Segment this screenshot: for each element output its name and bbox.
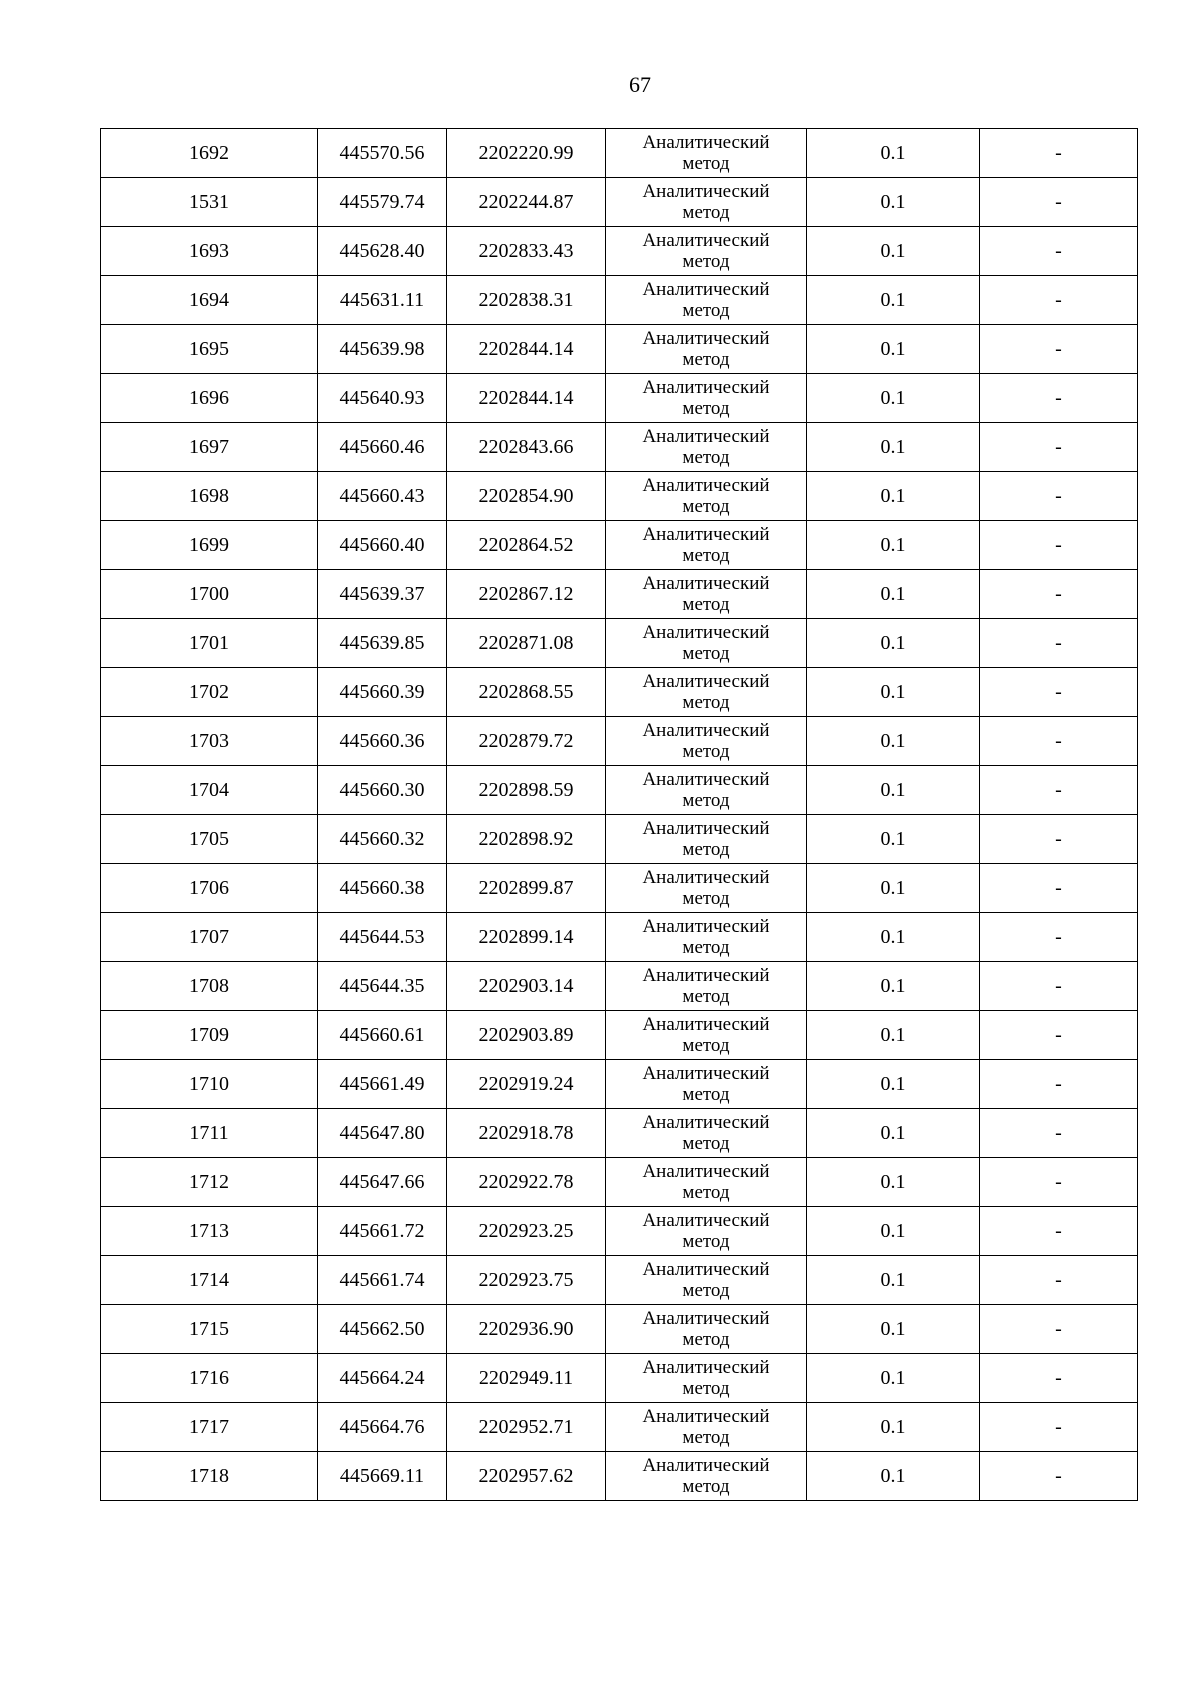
method-text-line: метод: [682, 594, 730, 615]
table-row: [101, 374, 1138, 423]
table-row: [101, 619, 1138, 668]
x-coordinate-cell: 445661.74: [318, 1256, 447, 1305]
table-row: [101, 815, 1138, 864]
method-cell: [606, 717, 807, 766]
y-coordinate-cell: 2202871.08: [447, 619, 606, 668]
method-text-line: метод: [682, 692, 730, 713]
point-id-cell: 1717: [101, 1403, 318, 1452]
method-text-line: Аналитический: [642, 524, 770, 545]
method-text-line: Аналитический: [642, 132, 770, 153]
method-text-line: Аналитический: [642, 1063, 770, 1084]
method-text-line: метод: [682, 986, 730, 1007]
method-text-line: метод: [682, 1427, 730, 1448]
table-row: [101, 472, 1138, 521]
method-cell: [606, 1109, 807, 1158]
method-cell: [606, 1403, 807, 1452]
precision-cell: 0.1: [807, 276, 980, 325]
precision-cell: 0.1: [807, 1452, 980, 1501]
method-text-line: Аналитический: [642, 818, 770, 839]
note-cell: -: [980, 1158, 1138, 1207]
table-row: [101, 668, 1138, 717]
method-text-line: Аналитический: [642, 720, 770, 741]
method-text-line: Аналитический: [642, 1210, 770, 1231]
x-coordinate-cell: 445639.98: [318, 325, 447, 374]
table-row: [101, 1403, 1138, 1452]
table-row: [101, 1452, 1138, 1501]
method-cell: [606, 472, 807, 521]
precision-cell: 0.1: [807, 570, 980, 619]
x-coordinate-cell: 445669.11: [318, 1452, 447, 1501]
y-coordinate-cell: 2202918.78: [447, 1109, 606, 1158]
method-cell: [606, 1060, 807, 1109]
method-text-line: метод: [682, 202, 730, 223]
note-cell: -: [980, 1403, 1138, 1452]
method-text-line: Аналитический: [642, 1308, 770, 1329]
note-cell: -: [980, 1060, 1138, 1109]
y-coordinate-cell: 2202922.78: [447, 1158, 606, 1207]
method-text-line: метод: [682, 937, 730, 958]
point-id-cell: 1714: [101, 1256, 318, 1305]
precision-cell: 0.1: [807, 1403, 980, 1452]
method-text-line: метод: [682, 790, 730, 811]
note-cell: -: [980, 913, 1138, 962]
method-cell: [606, 374, 807, 423]
precision-cell: 0.1: [807, 766, 980, 815]
precision-cell: 0.1: [807, 1109, 980, 1158]
point-id-cell: 1701: [101, 619, 318, 668]
point-id-cell: 1708: [101, 962, 318, 1011]
y-coordinate-cell: 2202919.24: [447, 1060, 606, 1109]
x-coordinate-cell: 445644.35: [318, 962, 447, 1011]
method-cell: [606, 1256, 807, 1305]
y-coordinate-cell: 2202923.75: [447, 1256, 606, 1305]
coordinates-table: [100, 128, 1138, 1501]
point-id-cell: 1702: [101, 668, 318, 717]
point-id-cell: 1698: [101, 472, 318, 521]
y-coordinate-cell: 2202903.89: [447, 1011, 606, 1060]
x-coordinate-cell: 445640.93: [318, 374, 447, 423]
method-text-line: Аналитический: [642, 573, 770, 594]
point-id-cell: 1716: [101, 1354, 318, 1403]
note-cell: -: [980, 1207, 1138, 1256]
note-cell: -: [980, 1256, 1138, 1305]
method-text-line: метод: [682, 741, 730, 762]
y-coordinate-cell: 2202903.14: [447, 962, 606, 1011]
method-text-line: Аналитический: [642, 426, 770, 447]
point-id-cell: 1700: [101, 570, 318, 619]
x-coordinate-cell: 445660.61: [318, 1011, 447, 1060]
x-coordinate-cell: 445628.40: [318, 227, 447, 276]
method-text-line: метод: [682, 1035, 730, 1056]
table-row: [101, 717, 1138, 766]
method-cell: [606, 864, 807, 913]
note-cell: -: [980, 864, 1138, 913]
x-coordinate-cell: 445660.38: [318, 864, 447, 913]
table-row: [101, 276, 1138, 325]
note-cell: -: [980, 1354, 1138, 1403]
method-text-line: Аналитический: [642, 328, 770, 349]
method-text-line: метод: [682, 398, 730, 419]
method-text-line: Аналитический: [642, 377, 770, 398]
y-coordinate-cell: 2202833.43: [447, 227, 606, 276]
method-cell: [606, 1158, 807, 1207]
method-text-line: метод: [682, 496, 730, 517]
table-row: [101, 129, 1138, 178]
note-cell: -: [980, 1305, 1138, 1354]
precision-cell: 0.1: [807, 227, 980, 276]
x-coordinate-cell: 445660.39: [318, 668, 447, 717]
table-row: [101, 178, 1138, 227]
y-coordinate-cell: 2202854.90: [447, 472, 606, 521]
method-cell: [606, 570, 807, 619]
method-cell: [606, 962, 807, 1011]
method-cell: [606, 178, 807, 227]
table-row: [101, 570, 1138, 619]
method-cell: [606, 521, 807, 570]
note-cell: -: [980, 1109, 1138, 1158]
x-coordinate-cell: 445570.56: [318, 129, 447, 178]
y-coordinate-cell: 2202844.14: [447, 325, 606, 374]
method-text-line: Аналитический: [642, 279, 770, 300]
precision-cell: 0.1: [807, 521, 980, 570]
note-cell: -: [980, 423, 1138, 472]
note-cell: -: [980, 276, 1138, 325]
x-coordinate-cell: 445660.30: [318, 766, 447, 815]
y-coordinate-cell: 2202879.72: [447, 717, 606, 766]
x-coordinate-cell: 445661.49: [318, 1060, 447, 1109]
x-coordinate-cell: 445644.53: [318, 913, 447, 962]
method-cell: [606, 227, 807, 276]
y-coordinate-cell: 2202867.12: [447, 570, 606, 619]
note-cell: -: [980, 1011, 1138, 1060]
method-text-line: метод: [682, 839, 730, 860]
note-cell: -: [980, 129, 1138, 178]
method-text-line: метод: [682, 251, 730, 272]
point-id-cell: 1705: [101, 815, 318, 864]
note-cell: -: [980, 766, 1138, 815]
table-row: [101, 962, 1138, 1011]
method-cell: [606, 276, 807, 325]
note-cell: -: [980, 619, 1138, 668]
method-text-line: метод: [682, 1280, 730, 1301]
note-cell: -: [980, 1452, 1138, 1501]
method-text-line: метод: [682, 643, 730, 664]
precision-cell: 0.1: [807, 717, 980, 766]
method-cell: [606, 668, 807, 717]
y-coordinate-cell: 2202898.59: [447, 766, 606, 815]
method-cell: [606, 129, 807, 178]
precision-cell: 0.1: [807, 1060, 980, 1109]
y-coordinate-cell: 2202898.92: [447, 815, 606, 864]
method-text-line: Аналитический: [642, 1259, 770, 1280]
y-coordinate-cell: 2202936.90: [447, 1305, 606, 1354]
method-cell: [606, 815, 807, 864]
point-id-cell: 1704: [101, 766, 318, 815]
note-cell: -: [980, 570, 1138, 619]
y-coordinate-cell: 2202844.14: [447, 374, 606, 423]
method-cell: [606, 766, 807, 815]
point-id-cell: 1713: [101, 1207, 318, 1256]
y-coordinate-cell: 2202949.11: [447, 1354, 606, 1403]
note-cell: -: [980, 374, 1138, 423]
method-text-line: метод: [682, 1476, 730, 1497]
method-cell: [606, 619, 807, 668]
x-coordinate-cell: 445660.32: [318, 815, 447, 864]
y-coordinate-cell: 2202923.25: [447, 1207, 606, 1256]
x-coordinate-cell: 445647.66: [318, 1158, 447, 1207]
method-cell: [606, 1305, 807, 1354]
page-number: 67: [629, 72, 651, 97]
point-id-cell: 1697: [101, 423, 318, 472]
method-text-line: метод: [682, 888, 730, 909]
table-row: [101, 1011, 1138, 1060]
method-text-line: Аналитический: [642, 916, 770, 937]
precision-cell: 0.1: [807, 1207, 980, 1256]
note-cell: -: [980, 815, 1138, 864]
point-id-cell: 1703: [101, 717, 318, 766]
x-coordinate-cell: 445661.72: [318, 1207, 447, 1256]
table-row: [101, 1207, 1138, 1256]
method-text-line: метод: [682, 1231, 730, 1252]
point-id-cell: 1693: [101, 227, 318, 276]
point-id-cell: 1712: [101, 1158, 318, 1207]
x-coordinate-cell: 445647.80: [318, 1109, 447, 1158]
y-coordinate-cell: 2202843.66: [447, 423, 606, 472]
x-coordinate-cell: 445660.36: [318, 717, 447, 766]
point-id-cell: 1694: [101, 276, 318, 325]
method-text-line: метод: [682, 447, 730, 468]
y-coordinate-cell: 2202838.31: [447, 276, 606, 325]
precision-cell: 0.1: [807, 178, 980, 227]
method-text-line: Аналитический: [642, 1406, 770, 1427]
table-row: [101, 1354, 1138, 1403]
x-coordinate-cell: 445660.40: [318, 521, 447, 570]
precision-cell: 0.1: [807, 1305, 980, 1354]
table-row: [101, 325, 1138, 374]
y-coordinate-cell: 2202899.14: [447, 913, 606, 962]
precision-cell: 0.1: [807, 962, 980, 1011]
method-cell: [606, 1452, 807, 1501]
precision-cell: 0.1: [807, 1354, 980, 1403]
note-cell: -: [980, 962, 1138, 1011]
point-id-cell: 1696: [101, 374, 318, 423]
x-coordinate-cell: 445662.50: [318, 1305, 447, 1354]
method-text-line: Аналитический: [642, 1112, 770, 1133]
method-text-line: метод: [682, 1378, 730, 1399]
table-row: [101, 913, 1138, 962]
point-id-cell: 1707: [101, 913, 318, 962]
point-id-cell: 1692: [101, 129, 318, 178]
x-coordinate-cell: 445631.11: [318, 276, 447, 325]
y-coordinate-cell: 2202952.71: [447, 1403, 606, 1452]
note-cell: -: [980, 521, 1138, 570]
method-text-line: метод: [682, 1329, 730, 1350]
method-text-line: метод: [682, 1084, 730, 1105]
precision-cell: 0.1: [807, 815, 980, 864]
precision-cell: 0.1: [807, 325, 980, 374]
x-coordinate-cell: 445639.37: [318, 570, 447, 619]
method-cell: [606, 423, 807, 472]
method-text-line: Аналитический: [642, 965, 770, 986]
method-text-line: метод: [682, 153, 730, 174]
point-id-cell: 1699: [101, 521, 318, 570]
note-cell: -: [980, 472, 1138, 521]
precision-cell: 0.1: [807, 129, 980, 178]
point-id-cell: 1706: [101, 864, 318, 913]
precision-cell: 0.1: [807, 1256, 980, 1305]
table-row: [101, 1158, 1138, 1207]
method-text-line: Аналитический: [642, 1455, 770, 1476]
method-text-line: Аналитический: [642, 230, 770, 251]
point-id-cell: 1715: [101, 1305, 318, 1354]
table-row: [101, 1256, 1138, 1305]
y-coordinate-cell: 2202220.99: [447, 129, 606, 178]
method-text-line: метод: [682, 1182, 730, 1203]
method-text-line: метод: [682, 545, 730, 566]
method-cell: [606, 1207, 807, 1256]
method-text-line: Аналитический: [642, 622, 770, 643]
precision-cell: 0.1: [807, 472, 980, 521]
table-body: [101, 129, 1138, 1501]
x-coordinate-cell: 445664.76: [318, 1403, 447, 1452]
x-coordinate-cell: 445579.74: [318, 178, 447, 227]
table-row: [101, 864, 1138, 913]
note-cell: -: [980, 668, 1138, 717]
x-coordinate-cell: 445664.24: [318, 1354, 447, 1403]
method-text-line: Аналитический: [642, 671, 770, 692]
x-coordinate-cell: 445660.46: [318, 423, 447, 472]
table-row: [101, 1305, 1138, 1354]
method-text-line: Аналитический: [642, 181, 770, 202]
precision-cell: 0.1: [807, 913, 980, 962]
precision-cell: 0.1: [807, 668, 980, 717]
note-cell: -: [980, 717, 1138, 766]
method-text-line: Аналитический: [642, 1014, 770, 1035]
precision-cell: 0.1: [807, 864, 980, 913]
method-text-line: метод: [682, 300, 730, 321]
precision-cell: 0.1: [807, 619, 980, 668]
y-coordinate-cell: 2202244.87: [447, 178, 606, 227]
note-cell: -: [980, 227, 1138, 276]
point-id-cell: 1710: [101, 1060, 318, 1109]
note-cell: -: [980, 178, 1138, 227]
precision-cell: 0.1: [807, 374, 980, 423]
point-id-cell: 1709: [101, 1011, 318, 1060]
point-id-cell: 1695: [101, 325, 318, 374]
table-row: [101, 766, 1138, 815]
method-text-line: Аналитический: [642, 475, 770, 496]
note-cell: -: [980, 325, 1138, 374]
point-id-cell: 1531: [101, 178, 318, 227]
x-coordinate-cell: 445660.43: [318, 472, 447, 521]
method-text-line: метод: [682, 349, 730, 370]
table-row: [101, 423, 1138, 472]
method-text-line: Аналитический: [642, 1357, 770, 1378]
method-text-line: Аналитический: [642, 769, 770, 790]
method-cell: [606, 1354, 807, 1403]
table-row: [101, 1109, 1138, 1158]
y-coordinate-cell: 2202868.55: [447, 668, 606, 717]
point-id-cell: 1711: [101, 1109, 318, 1158]
y-coordinate-cell: 2202957.62: [447, 1452, 606, 1501]
x-coordinate-cell: 445639.85: [318, 619, 447, 668]
method-text-line: метод: [682, 1133, 730, 1154]
table-row: [101, 521, 1138, 570]
method-cell: [606, 1011, 807, 1060]
method-cell: [606, 913, 807, 962]
table-row: [101, 227, 1138, 276]
method-text-line: Аналитический: [642, 867, 770, 888]
y-coordinate-cell: 2202899.87: [447, 864, 606, 913]
precision-cell: 0.1: [807, 423, 980, 472]
precision-cell: 0.1: [807, 1011, 980, 1060]
precision-cell: 0.1: [807, 1158, 980, 1207]
y-coordinate-cell: 2202864.52: [447, 521, 606, 570]
method-cell: [606, 325, 807, 374]
method-text-line: Аналитический: [642, 1161, 770, 1182]
point-id-cell: 1718: [101, 1452, 318, 1501]
table-row: [101, 1060, 1138, 1109]
